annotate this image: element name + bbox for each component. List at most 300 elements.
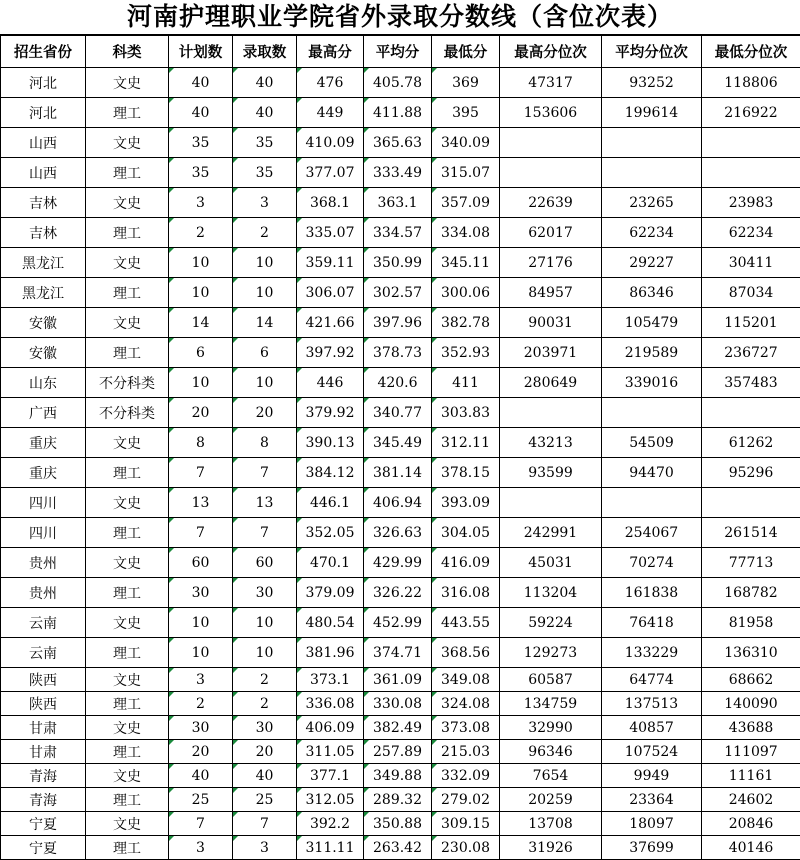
table-row (1, 308, 800, 338)
cell-max-score: 379.92 (297, 398, 364, 428)
cell-avg-rank: 76418 (602, 608, 702, 638)
cell-category: 理工 (86, 788, 169, 812)
cell-min-score: 324.08 (432, 692, 500, 716)
cell-province: 山西 (1, 128, 86, 158)
cell-admitted: 10 (233, 368, 297, 398)
cell-admitted: 25 (233, 788, 297, 812)
cell-plan: 10 (169, 638, 233, 668)
cell-max-score: 336.08 (297, 692, 364, 716)
table-row (1, 608, 800, 638)
cell-province: 吉林 (1, 188, 86, 218)
cell-avg-rank: 62234 (602, 218, 702, 248)
cell-max-rank: 84957 (500, 278, 602, 308)
cell-admitted: 3 (233, 836, 297, 860)
cell-min-rank: 43688 (702, 716, 800, 740)
cell-category: 文史 (86, 248, 169, 278)
cell-max-rank: 22639 (500, 188, 602, 218)
header-province: 招生省份 (1, 36, 86, 68)
cell-min-rank: 115201 (702, 308, 800, 338)
cell-avg-rank: 37699 (602, 836, 702, 860)
cell-admitted: 6 (233, 338, 297, 368)
cell-avg-score: 350.99 (364, 248, 432, 278)
cell-avg-score: 333.49 (364, 158, 432, 188)
cell-min-score: 304.05 (432, 518, 500, 548)
cell-avg-rank: 23364 (602, 788, 702, 812)
table-body (1, 68, 800, 860)
cell-min-score: 230.08 (432, 836, 500, 860)
cell-max-rank: 13708 (500, 812, 602, 836)
cell-min-score: 352.93 (432, 338, 500, 368)
table-row (1, 248, 800, 278)
cell-min-rank: 87034 (702, 278, 800, 308)
cell-max-rank: 280649 (500, 368, 602, 398)
cell-plan: 20 (169, 398, 233, 428)
cell-admitted: 7 (233, 812, 297, 836)
cell-max-rank (500, 488, 602, 518)
cell-max-rank: 7654 (500, 764, 602, 788)
cell-province: 陕西 (1, 692, 86, 716)
cell-avg-rank: 29227 (602, 248, 702, 278)
cell-avg-score: 411.88 (364, 98, 432, 128)
cell-plan: 3 (169, 668, 233, 692)
cell-avg-rank: 105479 (602, 308, 702, 338)
cell-province: 广西 (1, 398, 86, 428)
cell-admitted: 60 (233, 548, 297, 578)
cell-category: 文史 (86, 188, 169, 218)
cell-category: 理工 (86, 836, 169, 860)
cell-province: 黑龙江 (1, 278, 86, 308)
cell-admitted: 35 (233, 128, 297, 158)
cell-admitted: 10 (233, 638, 297, 668)
cell-province: 青海 (1, 764, 86, 788)
cell-min-score: 369 (432, 68, 500, 98)
cell-plan: 40 (169, 764, 233, 788)
header-avg-rank: 平均分位次 (602, 36, 702, 68)
cell-admitted: 7 (233, 518, 297, 548)
cell-province: 安徽 (1, 308, 86, 338)
cell-province: 重庆 (1, 428, 86, 458)
cell-category: 理工 (86, 218, 169, 248)
cell-avg-score: 334.57 (364, 218, 432, 248)
cell-max-score: 306.07 (297, 278, 364, 308)
cell-max-score: 311.05 (297, 740, 364, 764)
cell-min-score: 303.83 (432, 398, 500, 428)
cell-plan: 10 (169, 608, 233, 638)
cell-avg-rank: 54509 (602, 428, 702, 458)
cell-min-score: 345.11 (432, 248, 500, 278)
cell-province: 四川 (1, 518, 86, 548)
cell-avg-rank (602, 398, 702, 428)
cell-plan: 20 (169, 740, 233, 764)
cell-avg-score: 378.73 (364, 338, 432, 368)
cell-province: 重庆 (1, 458, 86, 488)
cell-min-score: 357.09 (432, 188, 500, 218)
cell-min-score: 395 (432, 98, 500, 128)
page-title: 河南护理职业学院省外录取分数线（含位次表） (0, 0, 800, 35)
cell-min-score: 279.02 (432, 788, 500, 812)
cell-max-score: 352.05 (297, 518, 364, 548)
cell-min-rank (702, 398, 800, 428)
cell-min-rank: 23983 (702, 188, 800, 218)
cell-max-score: 446 (297, 368, 364, 398)
cell-category: 理工 (86, 98, 169, 128)
cell-avg-score: 345.49 (364, 428, 432, 458)
cell-admitted: 3 (233, 188, 297, 218)
cell-province: 甘肃 (1, 716, 86, 740)
cell-min-rank: 357483 (702, 368, 800, 398)
cell-avg-rank (602, 488, 702, 518)
cell-avg-rank: 137513 (602, 692, 702, 716)
cell-plan: 40 (169, 68, 233, 98)
header-min-score: 最低分 (432, 36, 500, 68)
cell-min-score: 416.09 (432, 548, 500, 578)
cell-plan: 30 (169, 578, 233, 608)
cell-province: 四川 (1, 488, 86, 518)
cell-min-rank: 77713 (702, 548, 800, 578)
cell-plan: 7 (169, 518, 233, 548)
cell-min-score: 340.09 (432, 128, 500, 158)
cell-province: 云南 (1, 638, 86, 668)
table-row (1, 188, 800, 218)
cell-avg-rank: 107524 (602, 740, 702, 764)
cell-max-rank: 27176 (500, 248, 602, 278)
table-row (1, 788, 800, 812)
cell-min-score: 349.08 (432, 668, 500, 692)
cell-min-rank: 68662 (702, 668, 800, 692)
cell-category: 理工 (86, 278, 169, 308)
cell-max-score: 335.07 (297, 218, 364, 248)
cell-plan: 7 (169, 458, 233, 488)
cell-max-score: 449 (297, 98, 364, 128)
cell-min-score: 382.78 (432, 308, 500, 338)
cell-max-score: 410.09 (297, 128, 364, 158)
table-row (1, 68, 800, 98)
cell-admitted: 10 (233, 248, 297, 278)
cell-min-rank: 20846 (702, 812, 800, 836)
table-row (1, 158, 800, 188)
cell-avg-score: 405.78 (364, 68, 432, 98)
cell-max-rank: 93599 (500, 458, 602, 488)
cell-admitted: 40 (233, 68, 297, 98)
cell-plan: 10 (169, 368, 233, 398)
cell-admitted: 2 (233, 218, 297, 248)
cell-avg-rank: 23265 (602, 188, 702, 218)
cell-max-score: 379.09 (297, 578, 364, 608)
cell-min-score: 378.15 (432, 458, 500, 488)
cell-min-rank: 61262 (702, 428, 800, 458)
cell-min-rank: 11161 (702, 764, 800, 788)
cell-province: 吉林 (1, 218, 86, 248)
cell-max-rank: 90031 (500, 308, 602, 338)
table-row (1, 368, 800, 398)
cell-max-score: 359.11 (297, 248, 364, 278)
cell-plan: 25 (169, 788, 233, 812)
cell-category: 不分科类 (86, 398, 169, 428)
cell-avg-score: 263.42 (364, 836, 432, 860)
cell-avg-rank: 94470 (602, 458, 702, 488)
cell-min-rank: 136310 (702, 638, 800, 668)
cell-avg-score: 365.63 (364, 128, 432, 158)
cell-province: 甘肃 (1, 740, 86, 764)
cell-max-score: 421.66 (297, 308, 364, 338)
cell-max-score: 480.54 (297, 608, 364, 638)
cell-max-score: 392.2 (297, 812, 364, 836)
header-min-rank: 最低分位次 (702, 36, 800, 68)
cell-admitted: 10 (233, 608, 297, 638)
cell-avg-rank: 133229 (602, 638, 702, 668)
cell-category: 理工 (86, 638, 169, 668)
cell-max-score: 311.11 (297, 836, 364, 860)
cell-min-rank: 81958 (702, 608, 800, 638)
cell-category: 理工 (86, 458, 169, 488)
cell-min-score: 334.08 (432, 218, 500, 248)
cell-min-rank: 140090 (702, 692, 800, 716)
cell-avg-rank: 70274 (602, 548, 702, 578)
cell-avg-score: 406.94 (364, 488, 432, 518)
cell-avg-rank: 254067 (602, 518, 702, 548)
cell-admitted: 14 (233, 308, 297, 338)
cell-plan: 2 (169, 218, 233, 248)
cell-max-rank (500, 158, 602, 188)
cell-min-score: 316.08 (432, 578, 500, 608)
cell-avg-score: 340.77 (364, 398, 432, 428)
cell-plan: 35 (169, 158, 233, 188)
cell-min-rank: 261514 (702, 518, 800, 548)
cell-category: 文史 (86, 716, 169, 740)
cell-max-rank: 113204 (500, 578, 602, 608)
cell-max-score: 397.92 (297, 338, 364, 368)
cell-admitted: 2 (233, 692, 297, 716)
cell-max-rank: 59224 (500, 608, 602, 638)
cell-max-rank: 129273 (500, 638, 602, 668)
cell-max-rank: 32990 (500, 716, 602, 740)
cell-min-score: 443.55 (432, 608, 500, 638)
cell-min-rank: 168782 (702, 578, 800, 608)
cell-province: 贵州 (1, 548, 86, 578)
table-row (1, 428, 800, 458)
cell-max-score: 377.07 (297, 158, 364, 188)
cell-min-rank: 236727 (702, 338, 800, 368)
table-row (1, 488, 800, 518)
cell-max-score: 406.09 (297, 716, 364, 740)
cell-max-score: 470.1 (297, 548, 364, 578)
cell-category: 理工 (86, 740, 169, 764)
cell-avg-rank: 161838 (602, 578, 702, 608)
cell-plan: 6 (169, 338, 233, 368)
cell-province: 宁夏 (1, 836, 86, 860)
cell-max-rank: 60587 (500, 668, 602, 692)
cell-avg-score: 257.89 (364, 740, 432, 764)
table-row (1, 338, 800, 368)
cell-max-rank: 134759 (500, 692, 602, 716)
cell-admitted: 7 (233, 458, 297, 488)
cell-province: 河北 (1, 98, 86, 128)
cell-avg-score: 363.1 (364, 188, 432, 218)
cell-avg-rank: 199614 (602, 98, 702, 128)
table-row (1, 638, 800, 668)
cell-avg-score: 452.99 (364, 608, 432, 638)
cell-avg-score: 349.88 (364, 764, 432, 788)
cell-max-rank (500, 128, 602, 158)
cell-category: 文史 (86, 668, 169, 692)
cell-plan: 13 (169, 488, 233, 518)
header-max-score: 最高分 (297, 36, 364, 68)
cell-province: 山西 (1, 158, 86, 188)
cell-avg-rank: 86346 (602, 278, 702, 308)
cell-max-rank (500, 398, 602, 428)
cell-max-rank: 62017 (500, 218, 602, 248)
cell-min-score: 332.09 (432, 764, 500, 788)
cell-max-score: 368.1 (297, 188, 364, 218)
header-plan: 计划数 (169, 36, 233, 68)
cell-avg-rank: 18097 (602, 812, 702, 836)
table-row (1, 764, 800, 788)
table-row (1, 218, 800, 248)
table-row (1, 812, 800, 836)
cell-plan: 30 (169, 716, 233, 740)
cell-max-rank: 31926 (500, 836, 602, 860)
cell-province: 宁夏 (1, 812, 86, 836)
cell-plan: 10 (169, 248, 233, 278)
admission-score-table (0, 35, 800, 860)
cell-admitted: 30 (233, 716, 297, 740)
cell-min-rank: 111097 (702, 740, 800, 764)
cell-admitted: 13 (233, 488, 297, 518)
cell-plan: 60 (169, 548, 233, 578)
cell-min-score: 312.11 (432, 428, 500, 458)
cell-admitted: 8 (233, 428, 297, 458)
cell-min-rank: 216922 (702, 98, 800, 128)
cell-admitted: 20 (233, 398, 297, 428)
cell-max-rank: 96346 (500, 740, 602, 764)
cell-plan: 10 (169, 278, 233, 308)
cell-province: 青海 (1, 788, 86, 812)
cell-admitted: 30 (233, 578, 297, 608)
cell-max-score: 381.96 (297, 638, 364, 668)
cell-min-rank: 118806 (702, 68, 800, 98)
header-category: 科类 (86, 36, 169, 68)
cell-category: 理工 (86, 338, 169, 368)
cell-min-score: 368.56 (432, 638, 500, 668)
cell-admitted: 40 (233, 764, 297, 788)
cell-min-rank: 40146 (702, 836, 800, 860)
table-row (1, 692, 800, 716)
cell-min-score: 309.15 (432, 812, 500, 836)
cell-max-score: 446.1 (297, 488, 364, 518)
cell-category: 文史 (86, 548, 169, 578)
table-row (1, 740, 800, 764)
cell-province: 陕西 (1, 668, 86, 692)
cell-avg-rank (602, 158, 702, 188)
table-row (1, 578, 800, 608)
cell-plan: 8 (169, 428, 233, 458)
header-avg-score: 平均分 (364, 36, 432, 68)
header-max-rank: 最高分位次 (500, 36, 602, 68)
cell-max-rank: 153606 (500, 98, 602, 128)
cell-min-score: 393.09 (432, 488, 500, 518)
table-row (1, 548, 800, 578)
table-row (1, 128, 800, 158)
cell-category: 文史 (86, 812, 169, 836)
cell-province: 贵州 (1, 578, 86, 608)
cell-admitted: 10 (233, 278, 297, 308)
cell-category: 文史 (86, 608, 169, 638)
cell-admitted: 35 (233, 158, 297, 188)
cell-min-score: 300.06 (432, 278, 500, 308)
cell-province: 云南 (1, 608, 86, 638)
cell-admitted: 2 (233, 668, 297, 692)
cell-avg-score: 381.14 (364, 458, 432, 488)
cell-avg-score: 330.08 (364, 692, 432, 716)
header-row (1, 36, 800, 68)
cell-min-score: 373.08 (432, 716, 500, 740)
table-row (1, 278, 800, 308)
cell-avg-rank: 40857 (602, 716, 702, 740)
cell-category: 理工 (86, 578, 169, 608)
cell-category: 文史 (86, 128, 169, 158)
cell-avg-rank: 93252 (602, 68, 702, 98)
cell-avg-rank (602, 128, 702, 158)
table-row (1, 458, 800, 488)
cell-max-score: 377.1 (297, 764, 364, 788)
cell-plan: 35 (169, 128, 233, 158)
cell-min-score: 411 (432, 368, 500, 398)
cell-avg-rank: 219589 (602, 338, 702, 368)
cell-min-rank (702, 488, 800, 518)
cell-admitted: 20 (233, 740, 297, 764)
cell-avg-score: 420.6 (364, 368, 432, 398)
cell-min-rank (702, 128, 800, 158)
cell-avg-score: 361.09 (364, 668, 432, 692)
cell-plan: 14 (169, 308, 233, 338)
cell-avg-rank: 9949 (602, 764, 702, 788)
cell-avg-score: 374.71 (364, 638, 432, 668)
cell-category: 文史 (86, 68, 169, 98)
cell-category: 文史 (86, 428, 169, 458)
cell-max-rank: 45031 (500, 548, 602, 578)
cell-avg-score: 382.49 (364, 716, 432, 740)
cell-max-score: 476 (297, 68, 364, 98)
cell-category: 不分科类 (86, 368, 169, 398)
cell-max-score: 390.13 (297, 428, 364, 458)
cell-max-score: 373.1 (297, 668, 364, 692)
cell-plan: 3 (169, 836, 233, 860)
cell-max-rank: 20259 (500, 788, 602, 812)
cell-max-rank: 203971 (500, 338, 602, 368)
table-row (1, 668, 800, 692)
cell-avg-score: 289.32 (364, 788, 432, 812)
cell-avg-rank: 64774 (602, 668, 702, 692)
cell-avg-score: 326.63 (364, 518, 432, 548)
cell-avg-score: 302.57 (364, 278, 432, 308)
cell-province: 河北 (1, 68, 86, 98)
cell-plan: 2 (169, 692, 233, 716)
cell-category: 文史 (86, 764, 169, 788)
cell-min-rank: 30411 (702, 248, 800, 278)
cell-avg-score: 350.88 (364, 812, 432, 836)
cell-category: 理工 (86, 158, 169, 188)
table-row (1, 836, 800, 860)
cell-avg-score: 397.96 (364, 308, 432, 338)
cell-avg-score: 326.22 (364, 578, 432, 608)
table-row (1, 398, 800, 428)
cell-min-score: 215.03 (432, 740, 500, 764)
table-row (1, 716, 800, 740)
cell-province: 山东 (1, 368, 86, 398)
cell-admitted: 40 (233, 98, 297, 128)
cell-max-score: 384.12 (297, 458, 364, 488)
cell-avg-rank: 339016 (602, 368, 702, 398)
